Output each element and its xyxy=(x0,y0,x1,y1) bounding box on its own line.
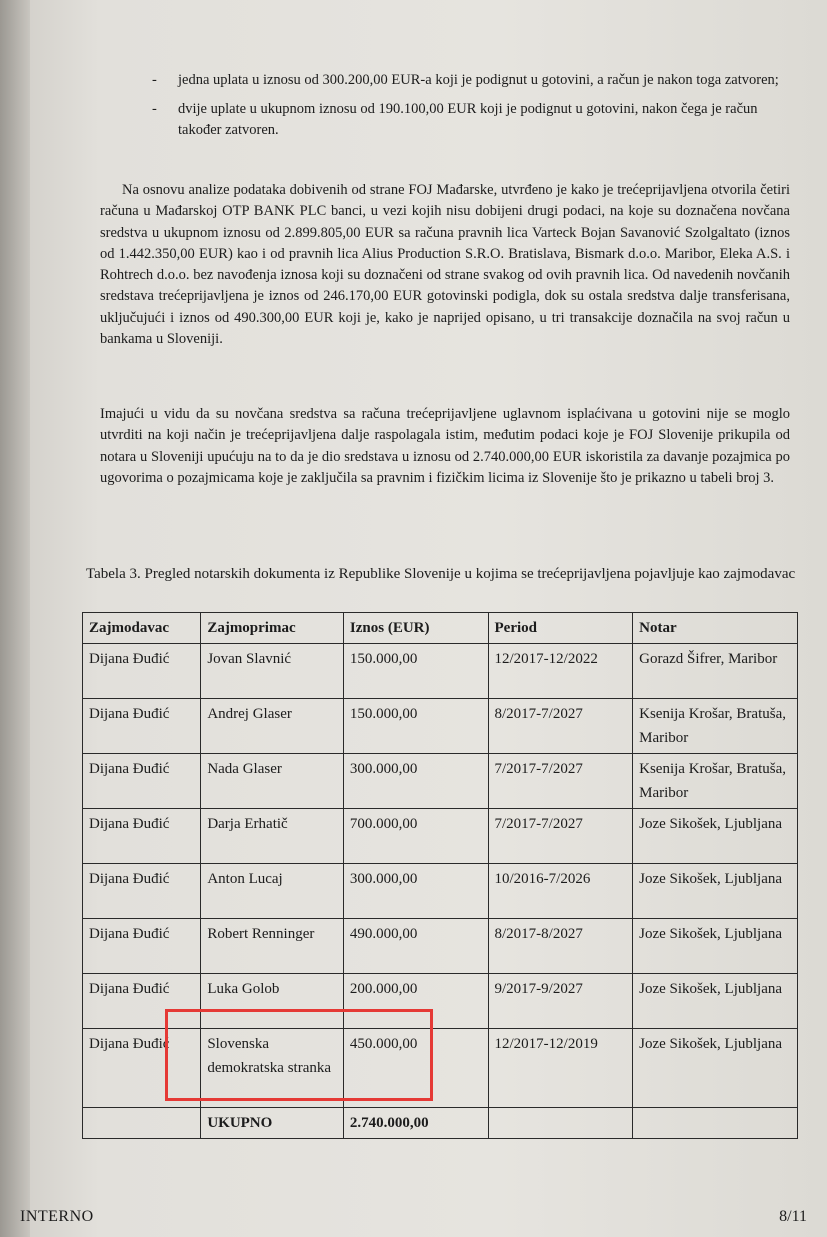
table-row xyxy=(83,809,798,864)
bullet-dash: - xyxy=(152,72,157,88)
cell-amount: 200.000,00 xyxy=(343,974,488,1029)
bullet-item xyxy=(152,70,782,91)
table-header-row xyxy=(83,613,798,644)
cell-period: 8/2017-8/2027 xyxy=(488,919,633,974)
cell-notary: Ksenija Krošar, Bratuša, Maribor xyxy=(633,699,798,754)
bullet-text: jedna uplata u iznosu od 300.200,00 EUR-a koji je podignut u gotovini, a račun je nakon toga zatvoren; xyxy=(178,72,779,88)
cell-borrower: Nada Glaser xyxy=(201,754,344,809)
cell-period: 9/2017-9/2027 xyxy=(488,974,633,1029)
table-row xyxy=(83,644,798,699)
cell-period: 10/2016-7/2026 xyxy=(488,864,633,919)
cell-empty xyxy=(633,1108,798,1139)
cell-lender: Dijana Đuđić xyxy=(83,864,201,919)
cell-borrower: Andrej Glaser xyxy=(201,699,344,754)
cell-borrower: Darja Erhatič xyxy=(201,809,344,864)
cell-period: 8/2017-7/2027 xyxy=(488,699,633,754)
cell-empty xyxy=(488,1108,633,1139)
page-edge-shadow xyxy=(0,0,30,1237)
highlight-box xyxy=(165,1009,433,1101)
cell-lender: Dijana Đuđić xyxy=(83,699,201,754)
footer-classification: INTERNO xyxy=(20,1208,94,1225)
cell-notary: Ksenija Krošar, Bratuša, Maribor xyxy=(633,754,798,809)
cell-lender: Dijana Đuđić xyxy=(83,1029,201,1108)
paragraph-loans: Imajući u vidu da su novčana sredstva sa računa trećeprijavljene uglavnom isplaćivana u gotovini nije se moglo utvrditi na koji način je trećeprijavljena dalje raspolagala istim, međutim podaci koje je FOJ Slovenije prikupila od notara u Sloveniji upućuju na to da je dio sredstava u iznosu od 2.740.000,00 EUR iskoristila za davanje pozajmica po ugovorima o pozajmicama koje je zaključila sa pravnim i fizičkim licima iz Slovenije što je prikazno u tabeli broj 3. xyxy=(100,406,790,486)
cell-period: 12/2017-12/2019 xyxy=(488,1029,633,1108)
cell-notary: Joze Sikošek, Ljubljana xyxy=(633,864,798,919)
header-borrower: Zajmoprimac xyxy=(201,613,344,644)
cell-borrower: Robert Renninger xyxy=(201,919,344,974)
cell-borrower: Luka Golob xyxy=(201,974,344,1029)
cell-notary: Joze Sikošek, Ljubljana xyxy=(633,974,798,1029)
total-value: 2.740.000,00 xyxy=(343,1108,488,1139)
cell-period: 7/2017-7/2027 xyxy=(488,809,633,864)
table-row xyxy=(83,699,798,754)
cell-amount: 150.000,00 xyxy=(343,644,488,699)
cell-amount: 150.000,00 xyxy=(343,699,488,754)
cell-lender: Dijana Đuđić xyxy=(83,974,201,1029)
bullet-text: dvije uplate u ukupnom iznosu od 190.100,00 EUR koji je podignut u gotovini, nakon čega je račun također zatvoren. xyxy=(178,101,758,138)
cell-lender: Dijana Đuđić xyxy=(83,919,201,974)
total-label: UKUPNO xyxy=(201,1108,344,1139)
table-row xyxy=(83,864,798,919)
cell-borrower: Slovenska demokratska stranka xyxy=(201,1029,344,1108)
table-caption: Tabela 3. Pregled notarskih dokumenta iz Republike Slovenije u kojima se trećeprijavljena pojavljuje kao zajmodavac xyxy=(86,566,796,582)
cell-notary: Joze Sikošek, Ljubljana xyxy=(633,919,798,974)
cell-period: 7/2017-7/2027 xyxy=(488,754,633,809)
table-row xyxy=(83,754,798,809)
cell-amount: 300.000,00 xyxy=(343,864,488,919)
header-lender: Zajmodavac xyxy=(83,613,201,644)
footer-page-number: 8/11 xyxy=(779,1208,807,1225)
cell-empty xyxy=(83,1108,201,1139)
cell-borrower: Anton Lucaj xyxy=(201,864,344,919)
table-row xyxy=(83,919,798,974)
bullet-list xyxy=(152,70,782,149)
cell-lender: Dijana Đuđić xyxy=(83,809,201,864)
cell-amount: 700.000,00 xyxy=(343,809,488,864)
paragraph-analysis: Na osnovu analize podataka dobivenih od strane FOJ Mađarske, utvrđeno je kako je trećeprijavljena otvorila četiri računa u Mađarskoj OTP BANK PLC banci, u vezi kojih nisu dobijeni drugi podaci, na koje su doznačena novčana sredstva u ukupnom iznosu od 2.899.805,00 EUR sa računa pravnih lica Varteck Bojan Savanović Szolgaltato (iznos od 1.442.350,00 EUR) kao i od pravnih lica Alius Production S.R.O. Bratislava, Bismark d.o.o. Maribor, Eleka A.S. i Rohtrech d.o.o. bez navođenja iznosa koji su doznačeni od strane svakog od ovih pravnih lica. Od navedenih novčanih sredstava trećeprijavljena je iznos od 246.170,00 EUR gotovinski podigla, dok su ostala sredstva dalje transferisana, uključujući i iznos od 490.300,00 EUR koji je, kako je naprijed opisano, u tri transakcije doznačila na svoj račun u bankama u Sloveniji. xyxy=(100,182,790,348)
cell-notary: Gorazd Šifrer, Maribor xyxy=(633,644,798,699)
cell-lender: Dijana Đuđić xyxy=(83,644,201,699)
table-total-row xyxy=(83,1108,798,1139)
cell-amount: 450.000,00 xyxy=(343,1029,488,1108)
cell-notary: Joze Sikošek, Ljubljana xyxy=(633,1029,798,1108)
cell-borrower: Jovan Slavnić xyxy=(201,644,344,699)
cell-period: 12/2017-12/2022 xyxy=(488,644,633,699)
header-notary: Notar xyxy=(633,613,798,644)
cell-notary: Joze Sikošek, Ljubljana xyxy=(633,809,798,864)
bullet-item xyxy=(152,99,782,141)
cell-amount: 300.000,00 xyxy=(343,754,488,809)
cell-lender: Dijana Đuđić xyxy=(83,754,201,809)
cell-amount: 490.000,00 xyxy=(343,919,488,974)
header-amount: Iznos (EUR) xyxy=(343,613,488,644)
bullet-dash: - xyxy=(152,101,157,117)
header-period: Period xyxy=(488,613,633,644)
